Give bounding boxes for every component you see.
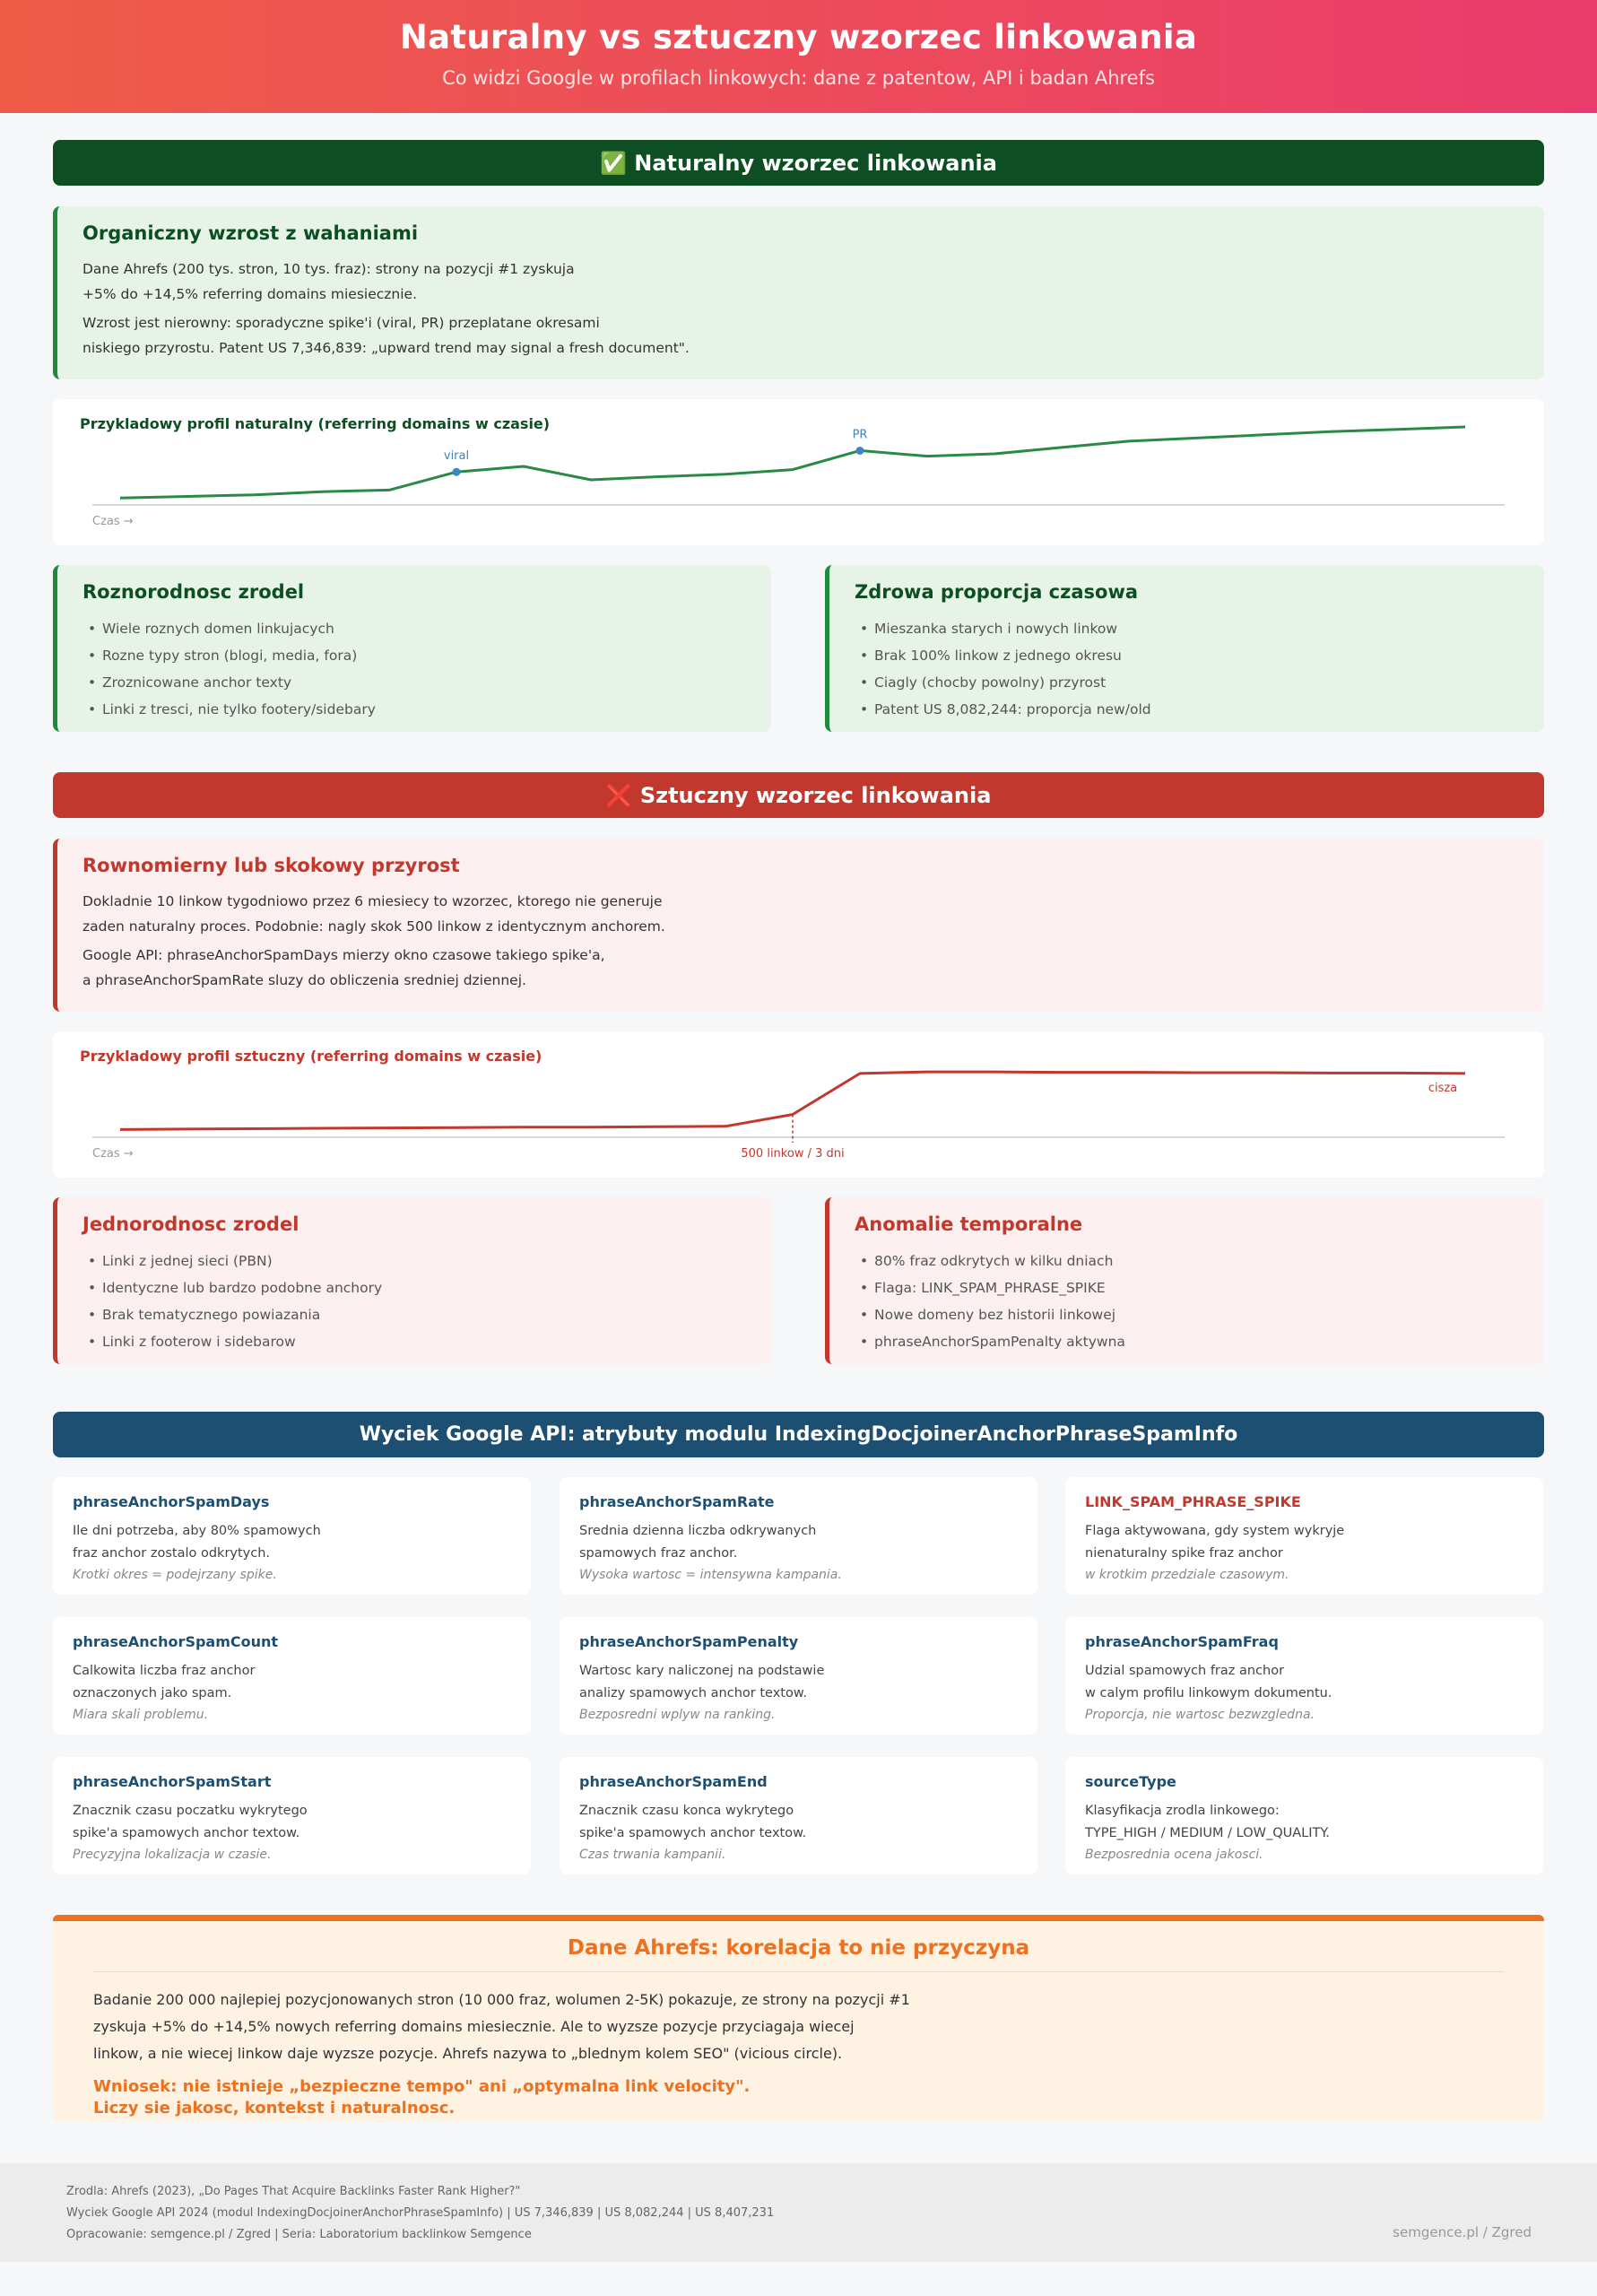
artificial-intro-paragraph-1 (82, 889, 1519, 939)
list-item: • Wiele roznych domen linkujacych (82, 615, 746, 642)
list-item: • Linki z tresci, nie tylko footery/sidebary (82, 696, 746, 723)
api-card-name: phraseAnchorSpamPenalty (579, 1633, 799, 1650)
natural-intro-panel (53, 206, 1544, 379)
ahrefs-title: Dane Ahrefs: korelacja to nie przyczyna (567, 1936, 1030, 1960)
annotation-label: cisza (1428, 1081, 1458, 1095)
artificial-intro-panel (53, 839, 1544, 1012)
text-line: w calym profilu linkowym dokumentu. (1085, 1686, 1332, 1700)
text-line: Wniosek: nie istnieje „bezpieczne tempo" ani „optymalna link velocity". (93, 2077, 751, 2096)
text-line: zaden naturalny proces. Podobnie: nagly skok 500 linkow z identycznym anchorem. (82, 918, 665, 935)
annotation-point (856, 447, 864, 455)
api-card (560, 1477, 1037, 1595)
api-card-note: Miara skali problemu. (73, 1708, 209, 1722)
divider (93, 1971, 1504, 1972)
footer (0, 2163, 1597, 2262)
api-card (1065, 1617, 1543, 1735)
list-item: • Linki z jednej sieci (PBN) (82, 1248, 746, 1274)
text-line: Liczy sie jakosc, kontekst i naturalnosc. (93, 2099, 456, 2118)
api-card-note: Czas trwania kampanii. (579, 1848, 726, 1862)
api-card-note: w krotkim przedziale czasowym. (1085, 1568, 1289, 1582)
annotation-label: 500 linkow / 3 dni (741, 1147, 845, 1161)
text-line: spike'a spamowych anchor textow. (579, 1826, 807, 1840)
api-card-description (73, 1520, 511, 1565)
api-card-name: phraseAnchorSpamDays (73, 1493, 270, 1510)
page-title: Naturalny vs sztuczny wzorzec linkowania (399, 18, 1198, 57)
text-line: Klasyfikacja zrodla linkowego: (1085, 1804, 1280, 1818)
text-line: +5% do +14,5% referring domains miesiecznie. (82, 286, 417, 302)
text-line: Zrodla: Ahrefs (2023), „Do Pages That Acquire Backlinks Faster Rank Higher?" (66, 2185, 521, 2198)
list-item: • Flaga: LINK_SPAM_PHRASE_SPIKE (855, 1274, 1519, 1301)
text-line: Flaga aktywowana, gdy system wykryje (1085, 1524, 1345, 1538)
natural-time-title: Zdrowa proporcja czasowa (855, 581, 1139, 603)
list-item: • Brak tematycznego powiazania (82, 1301, 746, 1328)
api-card-note: Bezposredni wplyw na ranking. (579, 1708, 776, 1722)
api-card-description (1085, 1660, 1523, 1705)
text-line: TYPE_HIGH / MEDIUM / LOW_QUALITY. (1085, 1826, 1330, 1840)
text-line: zyskuja +5% do +14,5% nowych referring domains miesiecznie. Ale to wyzsze pozycje przyciagaja wiecej (93, 2018, 855, 2035)
api-card (560, 1617, 1037, 1735)
artificial-intro-paragraph-2 (82, 943, 1519, 993)
list-item: • Mieszanka starych i nowych linkow (855, 615, 1519, 642)
api-card-description (73, 1800, 511, 1845)
text-line: Google API: phraseAnchorSpamDays mierzy okno czasowe takiego spike'a, (82, 947, 605, 963)
api-card-description (579, 1660, 1018, 1705)
artificial-intro-title: Rownomierny lub skokowy przyrost (82, 855, 460, 876)
list-item: • Linki z footerow i sidebarow (82, 1328, 746, 1355)
api-card (53, 1477, 531, 1595)
natural-intro-paragraph-2 (82, 310, 1519, 361)
api-card-note: Bezposrednia ocena jakosci. (1085, 1848, 1263, 1862)
artificial-chart (53, 1031, 1544, 1178)
footer-sources (66, 2181, 774, 2246)
text-line: spamowych fraz anchor. (579, 1546, 738, 1561)
annotation-point (453, 468, 461, 476)
text-line: Znacznik czasu poczatku wykrytego (73, 1804, 308, 1818)
natural-diversity-list (82, 615, 746, 723)
text-line: Znacznik czasu konca wykrytego (579, 1804, 794, 1818)
text-line: Badanie 200 000 najlepiej pozycjonowanych stron (10 000 fraz, wolumen 2-5K) pokazuje, ze strony na pozycji #1 (93, 1991, 910, 2008)
text-line: oznaczonych jako spam. (73, 1686, 232, 1700)
list-item: • Rozne typy stron (blogi, media, fora) (82, 642, 746, 669)
artificial-uniformity-panel (53, 1197, 771, 1364)
list-item: • Ciagly (chocby powolny) przyrost (855, 669, 1519, 696)
artificial-uniformity-list (82, 1248, 746, 1355)
artificial-temporal-title: Anomalie temporalne (855, 1213, 1083, 1235)
artificial-chart-title: Przykladowy profil sztuczny (referring domains w czasie) (80, 1048, 542, 1065)
api-card-note: Proporcja, nie wartosc bezwzgledna. (1085, 1708, 1315, 1722)
list-item: • phraseAnchorSpamPenalty aktywna (855, 1328, 1519, 1355)
footer-brand: semgence.pl / Zgred (1393, 2224, 1532, 2240)
text-line: Wzrost jest nierowny: sporadyczne spike'i (viral, PR) przeplatane okresami (82, 315, 600, 331)
api-card-description (579, 1800, 1018, 1845)
text-line: analizy spamowych anchor textow. (579, 1686, 807, 1700)
x-axis-label: Czas → (92, 1147, 134, 1161)
api-card-name: phraseAnchorSpamEnd (579, 1773, 768, 1790)
natural-diversity-title: Roznorodnosc zrodel (82, 581, 305, 603)
api-card (1065, 1757, 1543, 1874)
artificial-section-header: ❌ Sztuczny wzorzec linkowania (53, 772, 1544, 818)
text-line: Dokladnie 10 linkow tygodniowo przez 6 miesiecy to wzorzec, ktorego nie generuje (82, 893, 663, 909)
natural-intro-paragraph-1 (82, 257, 1519, 307)
natural-diversity-panel (53, 565, 771, 732)
text-line: Srednia dzienna liczba odkrywanych (579, 1524, 817, 1538)
text-line: nienaturalny spike fraz anchor (1085, 1546, 1283, 1561)
text-line: fraz anchor zostalo odkrytych. (73, 1546, 271, 1561)
text-line: niskiego przyrostu. Patent US 7,346,839: „upward trend may signal a fresh document". (82, 340, 690, 356)
text-line: Dane Ahrefs (200 tys. stron, 10 tys. fraz): strony na pozycji #1 zyskuja (82, 261, 575, 277)
api-card-description (579, 1520, 1018, 1565)
api-card-note: Wysoka wartosc = intensywna kampania. (579, 1568, 842, 1582)
api-card-name: phraseAnchorSpamStart (73, 1773, 272, 1790)
series-line (120, 427, 1465, 498)
text-line: a phraseAnchorSpamRate sluzy do obliczenia sredniej dziennej. (82, 972, 526, 988)
artificial-temporal-panel (825, 1197, 1544, 1364)
api-section-header: Wyciek Google API: atrybuty modulu IndexingDocjoinerAnchorPhraseSpamInfo (53, 1412, 1544, 1457)
page-header (0, 0, 1597, 113)
text-line: linkow, a nie wiecej linkow daje wyzsze pozycje. Ahrefs nazywa to „blednym kolem SEO" (vicious circle). (93, 2045, 843, 2062)
text-line: Wyciek Google API 2024 (modul IndexingDocjoinerAnchorPhraseSpamInfo) | US 7,346,839 | US 8,082,244 | US 8,407,231 (66, 2206, 775, 2220)
api-card-note: Krotki okres = podejrzany spike. (73, 1568, 277, 1582)
api-card-description (1085, 1800, 1523, 1845)
page-subtitle: Co widzi Google w profilach linkowych: dane z patentow, API i badan Ahrefs (442, 67, 1155, 89)
api-card (53, 1617, 531, 1735)
api-card (53, 1757, 531, 1874)
x-axis-label: Czas → (92, 515, 134, 528)
api-card (560, 1757, 1037, 1874)
list-item: • Patent US 8,082,244: proporcja new/old (855, 696, 1519, 723)
text-line: Opracowanie: semgence.pl / Zgred | Seria: Laboratorium backlinkow Semgence (66, 2228, 532, 2241)
text-line: Udzial spamowych fraz anchor (1085, 1664, 1285, 1678)
api-card-name: sourceType (1085, 1773, 1176, 1790)
text-line: Ile dni potrzeba, aby 80% spamowych (73, 1524, 321, 1538)
artificial-temporal-list (855, 1248, 1519, 1355)
natural-time-panel (825, 565, 1544, 732)
natural-chart (53, 399, 1544, 545)
api-card-note: Precyzyjna lokalizacja w czasie. (73, 1848, 272, 1862)
api-card-name: phraseAnchorSpamCount (73, 1633, 279, 1650)
list-item: • Brak 100% linkow z jednego okresu (855, 642, 1519, 669)
api-card-description (73, 1660, 511, 1705)
natural-chart-title: Przykladowy profil naturalny (referring domains w czasie) (80, 415, 551, 432)
list-item: • Nowe domeny bez historii linkowej (855, 1301, 1519, 1328)
ahrefs-body (93, 1987, 1504, 2067)
api-card-name: phraseAnchorSpamFraq (1085, 1633, 1279, 1650)
annotation-label: viral (443, 449, 470, 464)
list-item: • 80% fraz odkrytych w kilku dniach (855, 1248, 1519, 1274)
ahrefs-box (53, 1915, 1544, 2121)
api-card-description (1085, 1520, 1523, 1565)
api-card-name: LINK_SPAM_PHRASE_SPIKE (1085, 1493, 1301, 1510)
list-item: • Identyczne lub bardzo podobne anchory (82, 1274, 746, 1301)
artificial-uniformity-title: Jednorodnosc zrodel (82, 1213, 299, 1235)
ahrefs-conclusion (93, 2076, 1504, 2119)
annotation-label: PR (852, 428, 868, 442)
list-item: • Zroznicowane anchor texty (82, 669, 746, 696)
natural-time-list (855, 615, 1519, 723)
text-line: Calkowita liczba fraz anchor (73, 1664, 256, 1678)
text-line: spike'a spamowych anchor textow. (73, 1826, 300, 1840)
natural-section-header: ✅ Naturalny wzorzec linkowania (53, 140, 1544, 186)
api-card-name: phraseAnchorSpamRate (579, 1493, 775, 1510)
api-card (1065, 1477, 1543, 1595)
natural-intro-title: Organiczny wzrost z wahaniami (82, 222, 419, 244)
text-line: Wartosc kary naliczonej na podstawie (579, 1664, 825, 1678)
